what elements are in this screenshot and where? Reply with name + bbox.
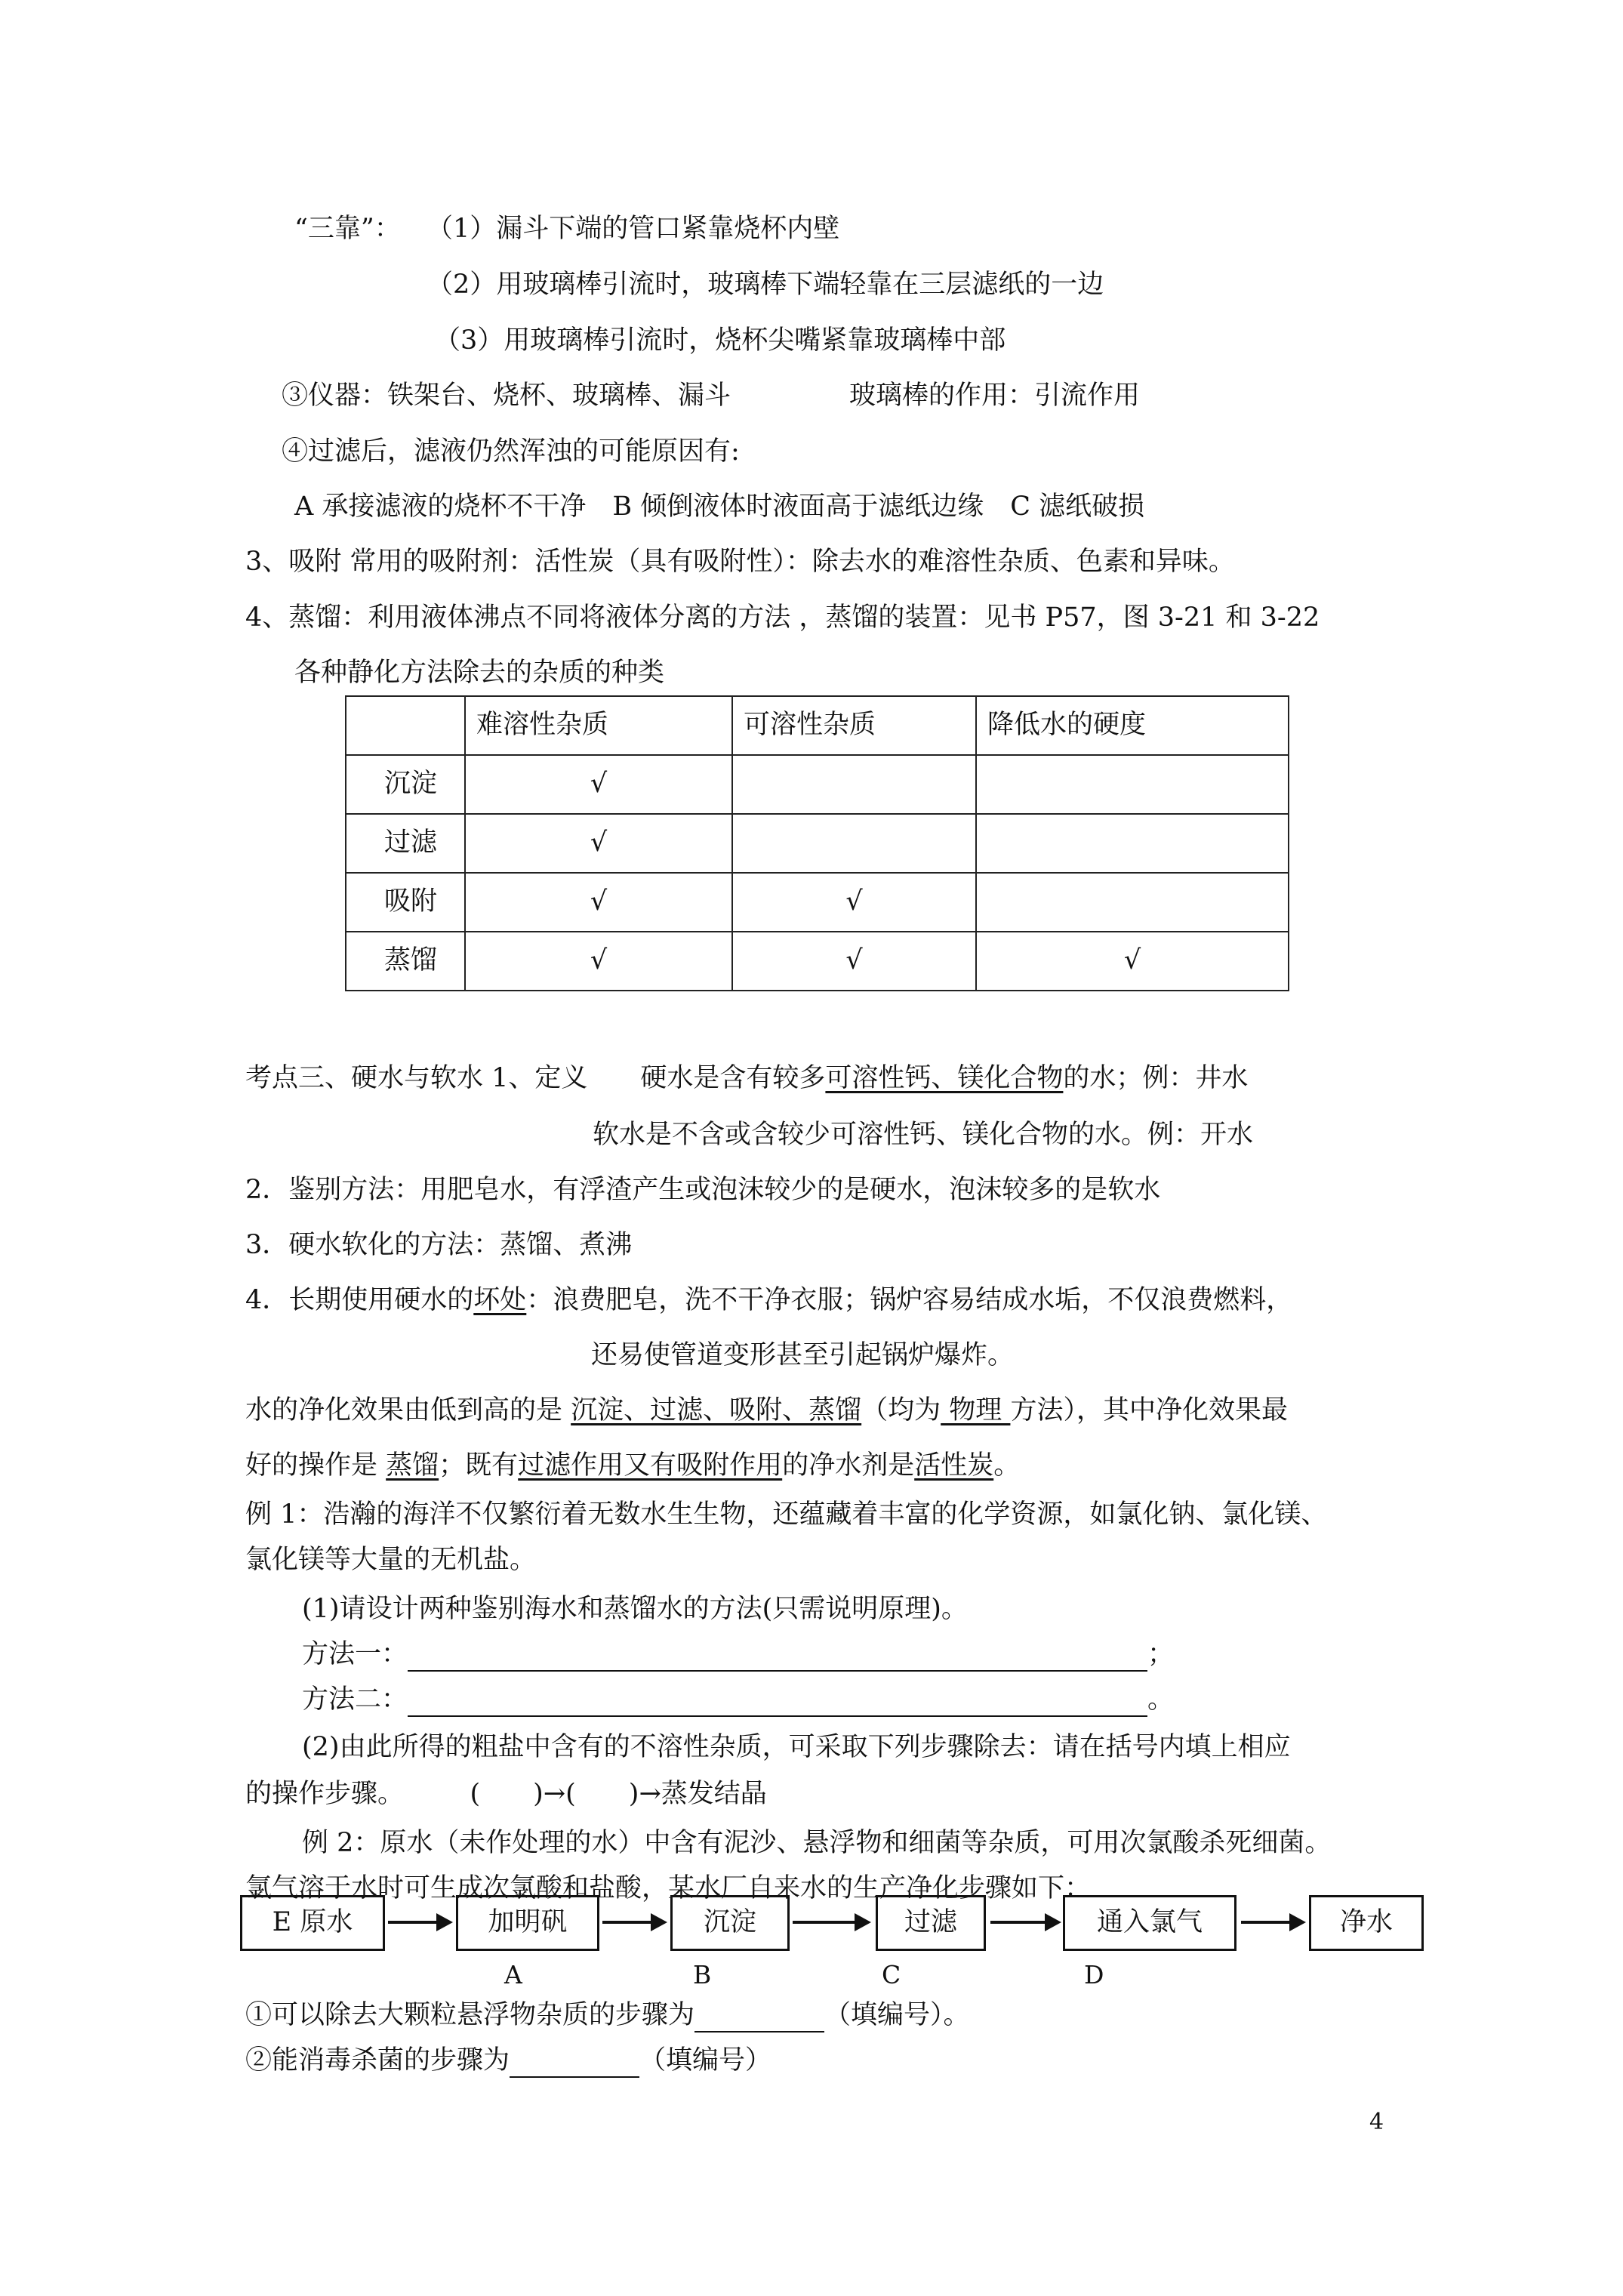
hard-water-prefix: 考点三、硬水与软水 1、定义 硬水是含有较多 (245, 1063, 826, 1093)
harm-suffix: ：浪费肥皂，洗不干净衣服；锅炉容易结成水垢，不仅浪费燃料， (526, 1285, 1293, 1315)
table-caption: 各种静化方法除去的杂质的种类 (294, 658, 665, 688)
summary-text: 。 (993, 1450, 1021, 1481)
table-cell (732, 755, 976, 814)
adsorption-line: 3、吸附 常用的吸附剂：活性炭（具有吸附性）：除去水的难溶性杂质、色素和异味。 (245, 547, 1235, 577)
method1-label: 方法一： (302, 1639, 408, 1669)
method1-blank[interactable] (408, 1647, 1147, 1672)
method1-end: ； (1147, 1639, 1175, 1669)
hard-water-underlined: 可溶性钙、镁化合物 (825, 1063, 1064, 1093)
example2-q2 (245, 2045, 771, 2078)
example2-q1 (245, 1999, 970, 2032)
arrow-right-icon (989, 1910, 1063, 1934)
table-cell: √ (465, 873, 732, 932)
flow-box-text: 净水 (1339, 1907, 1393, 1938)
example1-q1: (1)请设计两种鉴别海水和蒸馏水的方法(只需说明原理)。 (302, 1594, 968, 1624)
arrow-right-icon (387, 1910, 454, 1934)
purification-table (345, 695, 1289, 991)
table-cell: √ (976, 932, 1289, 991)
flow-box-filter (876, 1895, 986, 1951)
hard-water-definition (245, 1062, 1248, 1096)
flow-label-b: B (693, 1960, 712, 1989)
summary-answer: 物理 (941, 1395, 1011, 1425)
table-row-method: 蒸馏 (346, 932, 465, 991)
rod-role: 玻璃棒的作用：引流作用 (849, 381, 1141, 411)
flow-box-text: E 原水 (272, 1907, 353, 1938)
example1-q2-line1: (2)由此所得的粗盐中含有的不溶性杂质，可采取下列步骤除去：请在括号内填上相应 (302, 1732, 1291, 1762)
three-lean-label: “三靠”： (294, 214, 401, 244)
three-lean-1: （1）漏斗下端的管口紧靠烧杯内壁 (427, 214, 840, 244)
harm-underlined: 坏处 (473, 1285, 527, 1315)
q1-suffix: （填编号）。 (824, 2000, 970, 2030)
soften-method: 3．硬水软化的方法：蒸馏、煮沸 (245, 1230, 633, 1260)
page-number: 4 (1369, 2109, 1384, 2135)
flow-box-text: 过滤 (904, 1907, 957, 1938)
table-cell (976, 873, 1289, 932)
table-row-method: 过滤 (346, 814, 465, 873)
summary-text: （均为 (861, 1395, 941, 1425)
instruments-line: ③仪器：铁架台、烧杯、玻璃棒、漏斗 (282, 381, 731, 411)
flow-box-text: 沉淀 (703, 1907, 756, 1938)
table-cell: √ (732, 932, 976, 991)
summary-answer: 沉淀、过滤、吸附、蒸馏 (571, 1395, 862, 1425)
table-header-cell: 可溶性杂质 (732, 696, 976, 755)
table-row (346, 873, 1289, 932)
q1-blank[interactable] (694, 2008, 824, 2032)
table-header-row (346, 696, 1289, 755)
summary-line-1 (245, 1395, 1288, 1428)
hard-water-harm-cont: 还易使管道变形甚至引起锅炉爆炸。 (591, 1340, 1015, 1370)
summary-line-2 (245, 1450, 1020, 1483)
q1-prefix: ①可以除去大颗粒悬浮物杂质的步骤为 (245, 2000, 695, 2030)
hard-water-suffix: 的水；例：井水 (1063, 1063, 1249, 1093)
flow-label-d: D (1084, 1960, 1104, 1989)
flow-box-sediment (670, 1895, 790, 1951)
arrow-right-icon (601, 1910, 669, 1934)
q2-prefix: ②能消毒杀菌的步骤为 (245, 2045, 510, 2076)
summary-text: 好的操作是 (245, 1450, 387, 1481)
arrow-right-icon (791, 1910, 873, 1934)
summary-text: ；既有 (439, 1450, 519, 1481)
table-header-cell: 降低水的硬度 (976, 696, 1289, 755)
distillation-line: 4、蒸馏：利用液体沸点不同将液体分离的方法 ，蒸馏的装置：见书 P57，图 3-21 和 3-22 (245, 603, 1320, 633)
hard-water-harm (245, 1284, 1292, 1318)
table-row (346, 814, 1289, 873)
table-cell: √ (465, 755, 732, 814)
harm-prefix: 4．长期使用硬水的 (245, 1285, 474, 1315)
flow-box-clean-water (1309, 1895, 1424, 1951)
summary-answer: 活性炭 (914, 1450, 994, 1481)
table-header-cell: 难溶性杂质 (465, 696, 732, 755)
summary-answer: 蒸馏 (386, 1450, 439, 1481)
example1-q2-line2: 的操作步骤。 ( )→( )→蒸发结晶 (245, 1779, 767, 1809)
table-cell: √ (465, 932, 732, 991)
table-row-method: 沉淀 (346, 755, 465, 814)
identify-method: 2．鉴别方法：用肥皂水，有浮渣产生或泡沫较少的是硬水，泡沫较多的是软水 (245, 1175, 1161, 1205)
table-row (346, 932, 1289, 991)
soft-water-definition: 软水是不含或含较少可溶性钙、镁化合物的水。例：开水 (593, 1120, 1254, 1150)
method2-row (302, 1684, 1174, 1717)
turbid-reason: ④过滤后，滤液仍然浑浊的可能原因有: (282, 436, 740, 467)
summary-text: 水的净化效果由低到高的是 (245, 1395, 571, 1425)
flow-box-text: 加明矾 (488, 1907, 568, 1938)
example1-line2: 氯化镁等大量的无机盐。 (245, 1545, 537, 1575)
q2-blank[interactable] (510, 2054, 639, 2078)
table-cell (976, 755, 1289, 814)
example2-line2: 氯气溶于水时可生成次氯酸和盐酸，某水厂自来水的生产净化步骤如下： (245, 1873, 1092, 1903)
flow-box-raw-water (240, 1895, 385, 1951)
three-lean-2: （2）用玻璃棒引流时，玻璃棒下端轻靠在三层滤纸的一边 (427, 270, 1104, 300)
table-header-cell (346, 696, 465, 755)
method1-row (302, 1638, 1174, 1672)
turbid-reasons-list: A 承接滤液的烧杯不干净 B 倾倒液体时液面高于滤纸边缘 C 滤纸破损 (294, 492, 1145, 522)
table-cell: √ (732, 873, 976, 932)
arrow-right-icon (1240, 1910, 1307, 1934)
method2-blank[interactable] (408, 1693, 1147, 1717)
example2-line1: 例 2：原水（未作处理的水）中含有泥沙、悬浮物和细菌等杂质，可用次氯酸杀死细菌。 (302, 1828, 1332, 1858)
summary-answer: 过滤作用又有吸附作用 (518, 1450, 783, 1481)
table-cell (976, 814, 1289, 873)
summary-text: 方法），其中净化效果最 (1010, 1395, 1288, 1425)
q2-suffix: （填编号） (639, 2045, 772, 2076)
example1-line1: 例 1：浩瀚的海洋不仅繁衍着无数水生生物，还蕴藏着丰富的化学资源，如氯化钠、氯化镁、 (245, 1499, 1328, 1530)
flow-box-text: 通入氯气 (1096, 1907, 1203, 1938)
table-cell (732, 814, 976, 873)
summary-text: 的净水剂是 (782, 1450, 915, 1481)
method2-label: 方法二： (302, 1684, 408, 1715)
table-cell: √ (465, 814, 732, 873)
three-lean-3: （3）用玻璃棒引流时，烧杯尖嘴紧靠玻璃棒中部 (434, 325, 1006, 356)
flow-box-chlorine (1063, 1895, 1236, 1951)
flow-label-a: A (504, 1960, 522, 1989)
table-row (346, 755, 1289, 814)
flow-box-alum (456, 1895, 599, 1951)
table-row-method: 吸附 (346, 873, 465, 932)
method2-end: 。 (1147, 1684, 1175, 1715)
flow-label-c: C (882, 1960, 901, 1989)
